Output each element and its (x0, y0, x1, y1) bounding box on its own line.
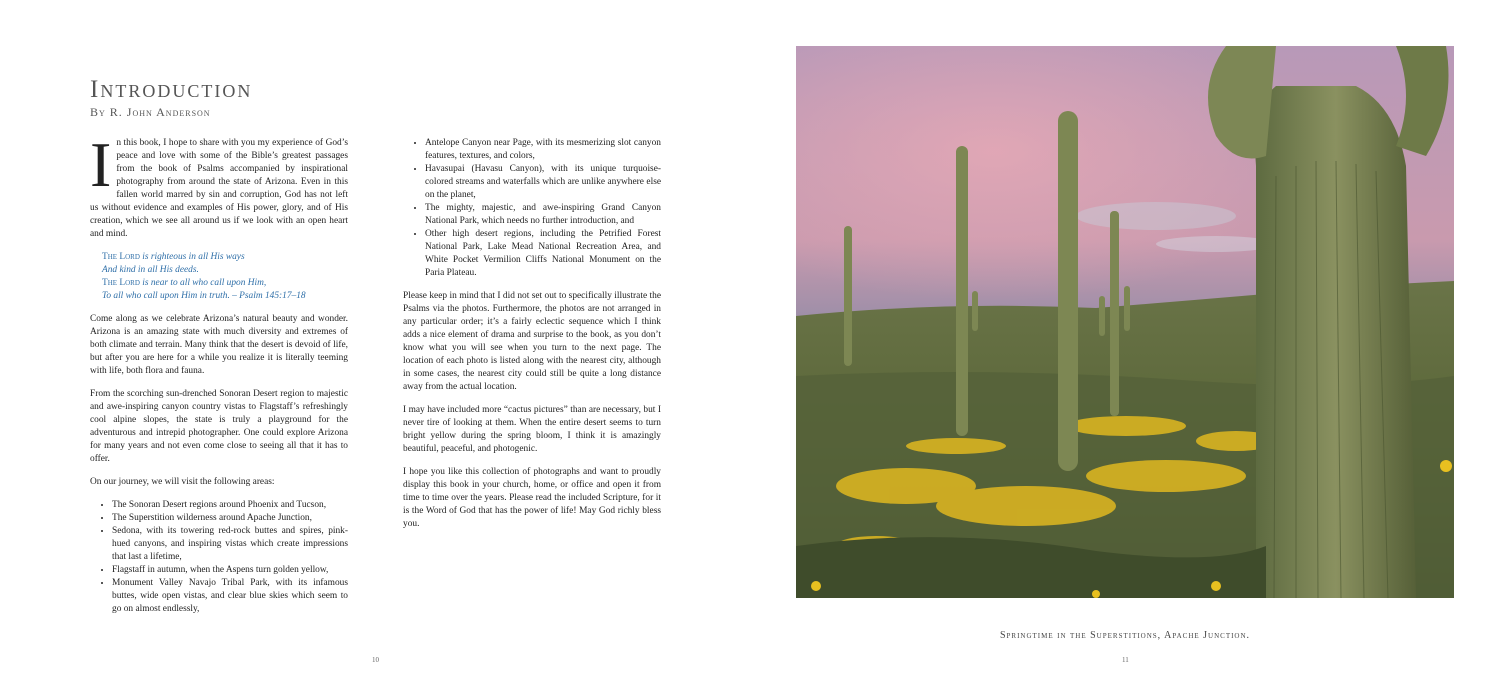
areas-list-continued (403, 137, 661, 280)
list-item: • Sedona, with its towering red-rock buttes and spires, pink-hued canyons, and inspiring vistas which create impressions that last a lifetime, (112, 525, 348, 564)
list-item: • Havasupai (Havasu Canyon), with its unique turquoise-colored streams and waterfalls which are unlike anywhere else on the planet, (425, 163, 661, 202)
intro-paragraph: In this book, I hope to share with you my experience of God’s peace and love with some of the Bible’s greatest passages from the book of Psalms accompanied by inspirational photography from around the state of Arizona. Even in this fallen world marred by sin and corruption, God has not left us without evidence and examples of His power, glory, and of His creation, which we see all around us if we look with an open heart and mind. (90, 129, 348, 239)
paragraph: From the scorching sun-drenched Sonoran Desert region to majestic and awe-inspiring canyon country vistas to Flagstaff’s refreshingly cool alpine slopes, the state is truly a playground for the adventurous and intrepid photographer. One could explore Arizona for many years and not even come close to seeing all that it has to offer. (90, 389, 348, 464)
list-item: • Other high desert regions, including the Petrified Forest National Park, Lake Mead National Recreation Area, and White Pocket Vermilion Cliffs National Monument on the Paria Plateau. (425, 228, 661, 280)
author-byline: By R. John Anderson (90, 105, 211, 119)
paragraph: I may have included more “cactus pictures” than are necessary, but I never tire of looking at them. When the entire desert seems to turn bright yellow during the spring bloom, I think it is amazingly beautiful, peaceful, and photogenic. (403, 405, 661, 454)
paragraph: I hope you like this collection of photographs and want to proudly display this book in your church, home, or office and open it from time to time over the years. Please read the included Scripture, for it is the Word of God that has the power of life! May God richly bless you. (403, 467, 661, 529)
paragraph: Come along as we celebrate Arizona’s natural beauty and wonder. Arizona is an amazing state with much diversity and extremes of both climate and terrain. Many think that the desert is devoid of life, but after you are here for a while you realize it is literally teeming with life, both flora and fauna. (90, 314, 348, 376)
drop-cap: I (90, 129, 112, 200)
text-column-2 (403, 137, 661, 541)
text-column-1 (90, 129, 348, 626)
list-item: • Antelope Canyon near Page, with its mesmerizing slot canyon features, textures, and colors, (425, 137, 661, 163)
list-item: • The Sonoran Desert regions around Phoenix and Tucson, (112, 499, 348, 512)
photo-caption: Springtime in the Superstitions, Apache Junction. (999, 630, 1251, 641)
paragraph: On our journey, we will visit the following areas: (90, 477, 275, 487)
list-item: • The Superstition wilderness around Apache Junction, (112, 512, 348, 525)
right-page (750, 0, 1500, 685)
areas-list (90, 499, 348, 616)
desert-saguaro-photo (796, 46, 1454, 598)
page-number: 10 (372, 656, 379, 664)
list-item: • Monument Valley Navajo Tribal Park, with its infamous buttes, wide open vistas, and clear blue skies which seem to go on almost endlessly, (112, 577, 348, 616)
list-item: • Flagstaff in autumn, when the Aspens turn golden yellow, (112, 564, 348, 577)
page-number: 11 (1122, 656, 1129, 664)
list-item: • The mighty, majestic, and awe-inspiring Grand Canyon National Park, which needs no further introduction, and (425, 202, 661, 228)
chapter-title: Introduction (90, 76, 253, 103)
psalm-quote: The Lord is righteous in all His ways And kind in all His deeds. The Lord is near to all who call upon Him, To all who call upon Him in truth. – Psalm 145:17–18 (102, 252, 306, 301)
paragraph: Please keep in mind that I did not set out to specifically illustrate the Psalms via the photos. Furthermore, the photos are not arranged in any particular order; it’s a fairly eclectic sequence which I think adds a nice element of drama and surprise to the book, as you don’t know what you will see when you turn to the next page. The location of each photo is listed along with the nearest city, although in some cases, the nearest city could still be quite a long distance away from the actual location. (403, 291, 661, 392)
